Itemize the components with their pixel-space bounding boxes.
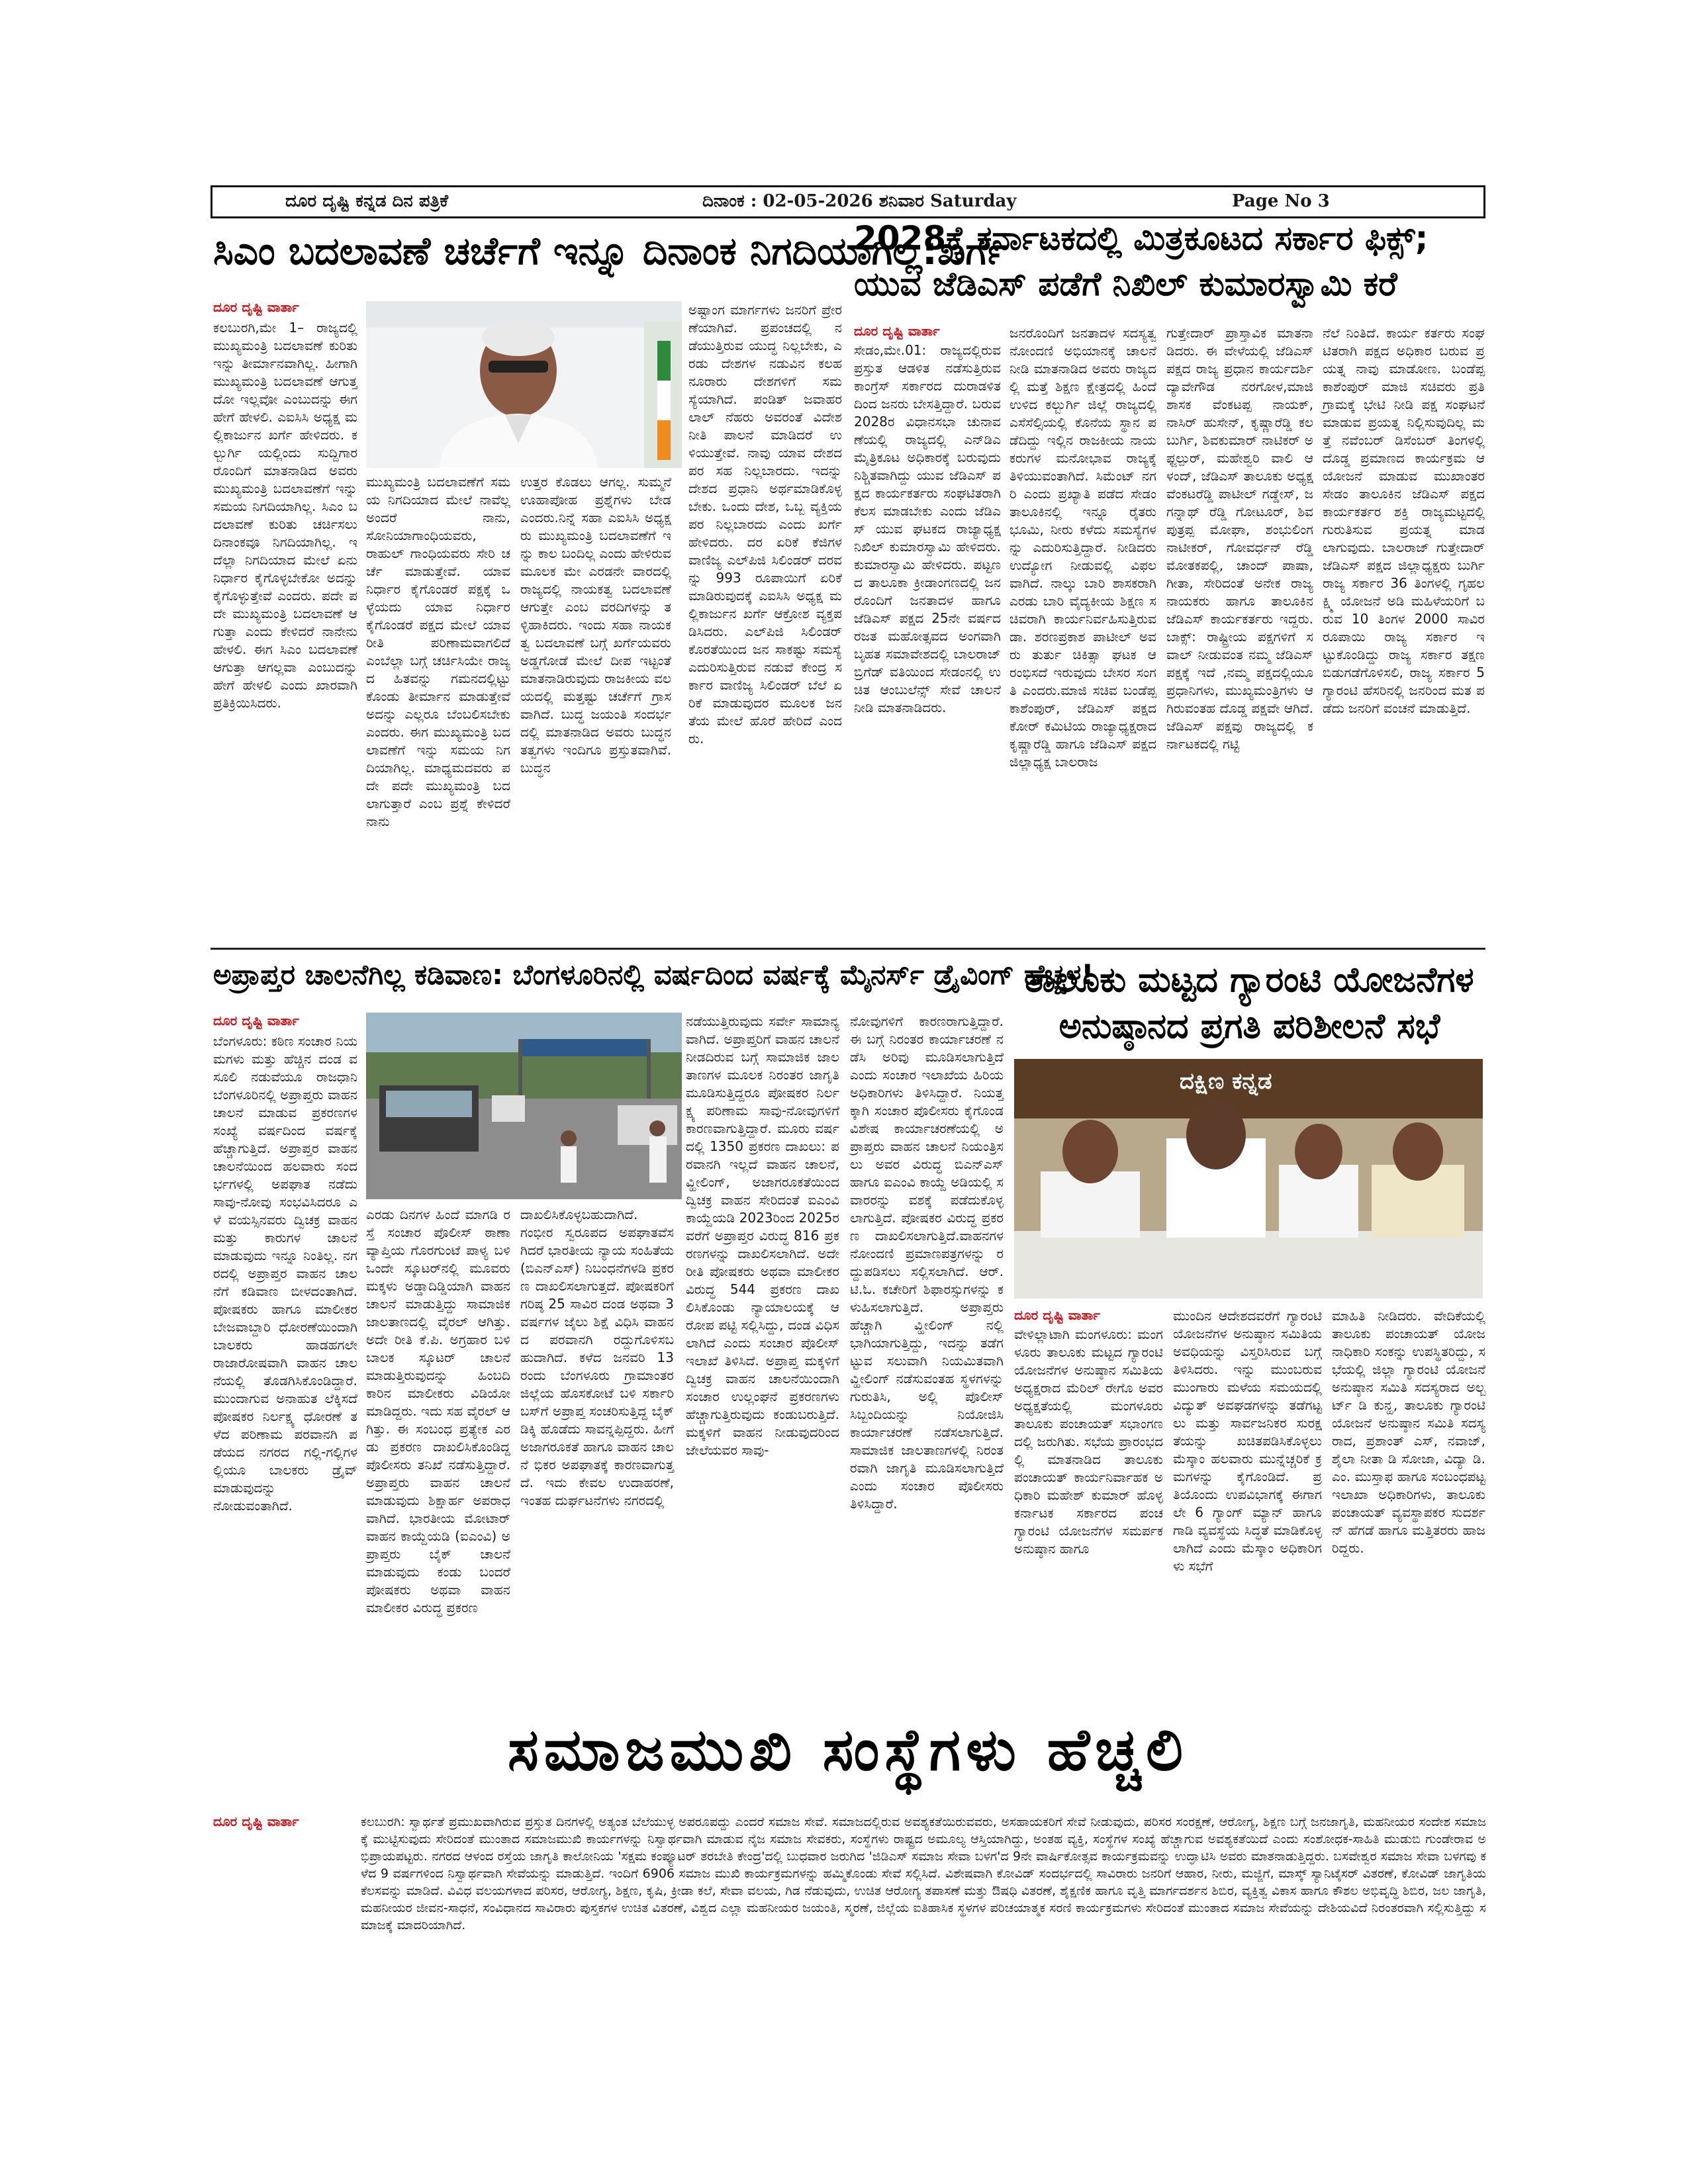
story2-headline-line1: 2028ಕ್ಕೆ ಕರ್ನಾಟಕದಲ್ಲಿ ಮಿತ್ರಕೂಟದ ಸರ್ಕಾರ ಫಿಕ್ಸ್; (854, 219, 1429, 257)
traffic-photo (366, 1013, 682, 1199)
story1-col4: ಅಷ್ಟಾಂಗ ಮಾರ್ಗಗಳು ಜನರಿಗೆ ಪ್ರೇರಣೆಯಾಗಿವೆ. ಪ್ರಪಂಚದಲ್ಲಿ ನಡೆಯುತ್ತಿರುವ ಯುದ್ಧ ನಿಲ್ಲಬೇಕು, ಎರಡು ದೇಶಗಳ ನಡುವಿನ ಕಲಹ ನೂರಾರು ದೇಶಗಳಿಗೆ ಸಮಸ್ಯೆಯಾಗಿದೆ. ಪಂಡಿತ್ ಜವಾಹರಲಾಲ್ ನೆಹರು ಅವರಂತೆ ವಿದೇಶ ನೀತಿ ಪಾಲನೆ ಮಾಡಿದರೆ ಉಳಿಯುತ್ತೇವೆ. ನಾವು ಯಾವ ದೇಶದ ಪರ ಸಹ ನಿಲ್ಲಬಾರದು. ಇದನ್ನು ದೇಶದ ಪ್ರಧಾನಿ ಅರ್ಥಮಾಡಿಕೊಳ್ಳಬೇಕು. ಒಂದು ದೇಶ, ಒಬ್ಬ ವ್ಯಕ್ತಿಯ ಪರ ನಿಲ್ಲಬಾರದು ಎಂದು ಖರ್ಗೆ ಹೇಳಿದರು. ದರ ಏರಿಕೆ ಕೆಜಿಗಳ ವಾಣಿಜ್ಯ ಎಲ್‌ಪಿಜಿ ಸಿಲಿಂಡರ್ ದರವನ್ನು 993 ರೂಪಾಯಿಗೆ ಏರಿಕೆ ಮಾಡಿರುವುದಕ್ಕೆ ಎಐಸಿಸಿ ಅಧ್ಯಕ್ಷ ಮಲ್ಲಿಕಾರ್ಜುನ ಖರ್ಗೆ ಆಕ್ರೋಶ ವ್ಯಕ್ತಪಡಿಸಿದರು. ಎಲ್‌ಪಿಜಿ ಸಿಲಿಂಡರ್ ಕೊರತೆಯಿಂದ ಜನ ಸಾಕಷ್ಟು ಸಮಸ್ಯೆ ಎದುರಿಸುತ್ತಿರುವ ನಡುವೆ ಕೇಂದ್ರ ಸರ್ಕಾರ ವಾಣಿಜ್ಯ ಸಿಲಿಂಡರ್ ಬೆಲೆ ಏರಿಕೆ ಮಾಡುವುದರ ಮೂಲಕ ಜನತೆಯ ಮೇಲೆ ಹೊರೆ ಹೇರಿದೆ ಎಂದರು. (688, 302, 842, 747)
story3-byline: ದೂರ ದೃಷ್ಟಿ ವಾರ್ತಾ (213, 1013, 299, 1028)
kharge-photo (366, 301, 682, 468)
story5-headline: ಸಮಾಜಮುಖಿ ಸಂಸ್ಥೆಗಳು ಹೆಚ್ಚಲಿ (507, 1715, 1189, 1784)
section-divider (211, 948, 1485, 950)
story2-col2: ಜನರೊಂದಿಗೆ ಜನತಾದಳ ಸದಸ್ಯತ್ವ ನೋಂದಣಿ ಅಭಿಯಾನಕ್ಕೆ ಚಾಲನೆ ನೀಡಿ ಮಾತನಾಡಿದ ಅವರು ರಾಜ್ಯದಲ್ಲಿ ಮತ್ತೆ ಶಿಕ್ಷಣ ಕ್ಷೇತ್ರದಲ್ಲಿ ಹಿಂದೆ ಉಳಿದ ಕಲ್ಬುರ್ಗಿ ಜಿಲ್ಲೆ ರಾಜ್ಯದಲ್ಲಿ ಎಸೆಸೆಲ್ಸಿಯಲ್ಲಿ ಕೊನೆಯ ಸ್ಥಾನ ಪಡೆದಿದ್ದು ಇಲ್ಲಿನ ರಾಜಕೀಯ ನಾಯಕರುಗಳ ಮನೋಭಾವ ರಾಜ್ಯಕ್ಕೆ ತಿಳಿಯುವಂತಾಗಿದೆ. ಸಿಮೆಂಟ್ ನಗರಿ ಎಂದು ಪ್ರಖ್ಯಾತಿ ಪಡೆದ ಸೇಡಂ ತಾಲೂಕಿನಲ್ಲಿ ಇನ್ನೂ ರೈತರು ಭೂಮಿ, ನೀರು ಕಳೆದು ಸಮಸ್ಯೆಗಳನ್ನು ಎದುರಿಸುತ್ತಿದ್ದಾರೆ. ನೀಡಿದರು ಉದ್ಯೋಗ ನೀಡುವಲ್ಲಿ ವಿಫಲವಾಗಿದೆ. ನಾಲ್ಕು ಬಾರಿ ಶಾಸಕರಾಗಿ ಎರಡು ಬಾರಿ ವೈದ್ಯಕೀಯ ಶಿಕ್ಷಣ ಸಚಿವರಾಗಿ ಕಾರ್ಯನಿರ್ವಹಿಸುತ್ತಿರುವ ಡಾ. ಶರಣಪ್ರಕಾಶ ಪಾಟೀಲ್ ಅವರು ತುರ್ತು ಚಿಕಿತ್ಸಾ ಘಟಕ ಆರಂಭಿಸದೆ ಇರುವುದು ಬೇಸರ ಸಂಗತಿ ಎಂದರು.ಮಾಜಿ ಸಚಿವ ಬಂಡೆಪ್ಪ ಕಾಶೆಂಪುರ್, ಜೆಡಿಎಸ್ ಪಕ್ಷದ ಕೋರ್ ಕಮಿಟಿಯ ರಾಜ್ಯಾಧ್ಯಕ್ಷರಾದ ಕೃಷ್ಣಾರೆಡ್ಡಿ ಹಾಗೂ ಜೆಡಿಎಸ್ ಪಕ್ಷದ ಜಿಲ್ಲಾಧ್ಯಕ್ಷ ಬಾಲರಾಜ (1009, 325, 1156, 770)
story1-col3: ಉತ್ತರ ಕೊಡಲು ಆಗಲ್ಲ. ಸುಮ್ಮನೆ ಊಹಾಪೋಹ ಪ್ರಶ್ನೆಗಳು ಬೇಡ ಎಂದರು.ನಿನ್ನೆ ಸಹಾ ಎಐಸಿಸಿ ಅಧ್ಯಕ್ಷರು ಮುಖ್ಯಮಂತ್ರಿ ಬದಲಾವಣೆಗೆ ಇನ್ನು ಕಾಲ ಬಂದಿಲ್ಲ ಎಂದು ಹೇಳಿರುವ ಮೂಲಕ ಮೇ ಎರಡನೇ ವಾರದಲ್ಲಿ ರಾಜ್ಯದಲ್ಲಿ ನಾಯಕತ್ವ ಬದಲಾವಣೆ ಆಗುತ್ತೇ ಎಂಬ ವರದಿಗಳನ್ನು ತಳ್ಳಿಹಾಕಿದರು. ಇಂದು ಸಹಾ ನಾಯಕತ್ವ ಬದಲಾವಣೆ ಬಗ್ಗೆ ಖರ್ಗೆಯವರು ಅಡ್ಡಗೋಡೆ ಮೇಲೆ ದೀಪ ಇಟ್ಟಂತೆ ಮಾತನಾಡಿರುವುದು ರಾಜಕೀಯ ವಲಯದಲ್ಲಿ ಮತ್ತಷ್ಟು ಚರ್ಚೆಗೆ ಗ್ರಾಸವಾಗಿದೆ. ಬುದ್ಧ ಜಯಂತಿ ಸಂದರ್ಭದಲ್ಲಿ ಮಾತನಾಡಿದ ಅವರು ಬುದ್ಧನ ತತ್ವಗಳು ಇಂದಿಗೂ ಪ್ರಸ್ತುತವಾಗಿವೆ. ಬುದ್ಧನ (520, 474, 671, 776)
story3-headline: ಅಪ್ರಾಪ್ತರ ಚಾಲನೆಗಿಲ್ಲ ಕಡಿವಾಣ: ಬೆಂಗಳೂರಿನಲ್ಲಿ ವರ್ಷದಿಂದ ವರ್ಷಕ್ಕೆ ಮೈನರ್ಸ್ ಡ್ರೈವಿಂಗ್ ಹೆಚ್ಚಳ! (213, 958, 1094, 991)
story5-text: ಕಲಬುರಗಿ: ಸ್ವಾರ್ಥತೆ ಪ್ರಮುಖವಾಗಿರುವ ಪ್ರಸ್ತುತ ದಿನಗಳಲ್ಲಿ ಅತ್ಯಂತ ಬೆಲೆಯುಳ್ಳ ಅಪರೂಪದ್ದು ಎಂದರೆ ಸಮಾಜ ಸೇವೆ. ಸಮಾಜದಲ್ಲಿರುವ ಅವಶ್ಯಕತೆಯಿರುವವರು, ಅಸಹಾಯಕರಿಗೆ ಸೇವೆ ನೀಡುವುದು, ಪರಿಸರ ಸಂರಕ್ಷಣೆ, ಆರೋಗ್ಯ, ಶಿಕ್ಷಣ ಬಗ್ಗೆ ಜನಜಾಗೃತಿ, ಮಹನೀಯರ ಸಂದೇಶ ಸಮಾಜಕ್ಕೆ ಮುಟ್ಟಿಸುವುದು ಸೇರಿದಂತೆ ಮುಂತಾದ ಸಮಾಜಮುಖಿ ಕಾರ್ಯಗಳನ್ನು ನಿಸ್ವಾರ್ಥವಾಗಿ ಮಾಡುವ ನೈಜ ಸಮಾಜ ಸೇವಕರು, ಸಂಸ್ಥೆಗಳು ರಾಷ್ಟ್ರದ ಅಮೂಲ್ಯ ಆಸ್ತಿಯಾಗಿದ್ದು, ಅಂತಹ ವ್ಯಕ್ತಿ, ಸಂಸ್ಥೆಗಳ ಸಂಖ್ಯೆ ಹೆಚ್ಚಾಗುವ ಅವಶ್ಯಕತೆಯಿದೆ ಎಂದು ಸಂಶೋಧಕ-ಸಾಹಿತಿ ಮುಡುಬಿ ಗುಂಡೇರಾವ ಅಭಿಪ್ರಾಯಪಟ್ಟರು. ನಗರದ ಆಳಂದ ರಸ್ತೆಯ ಜಾಗೃತಿ ಕಾಲೋನಿಯ 'ಸಕ್ಷಮ ಕಂಪ್ಯೂಟರ್ ತರಬೇತಿ ಕೇಂದ್ರ'ದಲ್ಲಿ ಬುಧವಾರ ಜರುಗಿದ 'ಜಿಡಿಎಸ್ ಸಮಾಜ ಸೇವಾ ಬಳಗ'ದ 9ನೇ ವಾರ್ಷಿಕೋತ್ಸವ ಕಾರ್ಯಕ್ರಮವನ್ನು ಉದ್ಘಾಟಿಸಿ ಅವರು ಮಾತನಾಡುತ್ತಿದ್ದರು. ಬಸವೇಶ್ವರ ಸಮಾಜ ಸೇವಾ ಬಳಗವು ಕಳೆದ 9 ವರ್ಷಗಳಿಂದ ನಿಸ್ವಾರ್ಥವಾಗಿ ಸೇವೆಯನ್ನು ಮಾಡುತ್ತಿದೆ. ಇಂದಿಗೆ 6906 ಸಮಾಜ ಮುಖಿ ಕಾರ್ಯಕ್ರಮಗಳನ್ನು ಹಮ್ಮಿಕೊಂಡು ಸೇವೆ ಸಲ್ಲಿಸಿದೆ. ವಿಶೇಷವಾಗಿ ಕೋವಿಡ್ ಸಂದರ್ಭದಲ್ಲಿ ಸಾವಿರಾರು ಜನರಿಗೆ ಆಹಾರ, ನೀರು, ಮಜ್ಜಿಗೆ, ಮಾಸ್ಕ್ ಸ್ಯಾನಿಟೈಸರ್ ವಿತರಣೆ, ಕೋವಿಡ್ ಜಾಗೃತಿಯ ಕೆಲಸವನ್ನು ಮಾಡಿದೆ. ವಿವಿಧ ವಲಯಗಳಾದ ಪರಿಸರ, ಆರೋಗ್ಯ, ಶಿಕ್ಷಣ, ಕೃಷಿ, ಕ್ರೀಡಾ ಕಲೆ, ಸೇವಾ ವಲಯ, ಗಿಡ ನೆಡುವುದು, ಉಚಿತ ಆರೋಗ್ಯ ತಪಾಸಣೆ ಮತ್ತು ಔಷಧಿ ವಿತರಣೆ, ಶೈಕ್ಷಣಿಕ ಹಾಗೂ ವೃತ್ತಿ ಮಾರ್ಗದರ್ಶನ ಶಿಬಿರ, ವ್ಯಕ್ತಿತ್ವ ವಿಕಾಸ ಹಾಗೂ ಕೌಶಲ ಅಭಿವೃದ್ಧಿ ಶಿಬಿರ, ಜಲ ಜಾಗೃತಿ, ಮಹನೀಯರ ಜೀವನ-ಸಾಧನೆ, ಸಂವಿಧಾನದ ಸಾವಿರಾರು ಪುಸ್ತಕಗಳ ಉಚಿತ ವಿತರಣೆ, ವಿಶ್ವದ ಎಲ್ಲಾ ಮಹನೀಯರ ಜಯಂತಿ, ಸ್ಮರಣೆ, ಜಿಲ್ಲೆಯ ಐತಿಹಾಸಿಕ ಸ್ಥಳಗಳ ಪರಿಚಯಾತ್ಮಕ ಸರಣಿ ಕಾರ್ಯಕ್ರಮಗಳು ಸೇರಿದಂತೆ ಮುಂತಾದ ಸಮಾಜ ಸೇವೆಯನ್ನು ದೇಶಿಯವಿದೆ ನಿರಂತರವಾಗಿ ಸಲ್ಲಿಸುತ್ತಿದ್ದು ಸಮಾಜಕ್ಕೆ ಮಾದರಿಯಾಗಿದೆ. (361, 1815, 1486, 1933)
issue-date: ದಿನಾಂಕ : 02-05-2026 ಶನಿವಾರ Saturday (702, 191, 1017, 211)
story1-headline: ಸಿಎಂ ಬದಲಾವಣೆ ಚರ್ಚೆಗೆ ಇನ್ನೂ ದಿನಾಂಕ ನಿಗದಿಯಾಗಿಲ್ಲ:ಖರ್ಗೆ (213, 228, 1008, 273)
story3-col2: ಎರಡು ದಿನಗಳ ಹಿಂದೆ ಮಾಗಡಿ ರಸ್ತೆ ಸಂಚಾರ ಪೊಲೀಸ್ ಠಾಣಾ ವ್ಯಾಪ್ತಿಯ ಗೊರಗುಂಟೆ ಪಾಳ್ಯ ಬಳಿ ಒಂದೇ ಸ್ಕೂಟರ್‌ನಲ್ಲಿ ಮೂವರು ಮಕ್ಕಳು ಅಡ್ಡಾದಿಡ್ಡಿಯಾಗಿ ವಾಹನ ಚಾಲನೆ ಮಾಡುತ್ತಿದ್ದು ಸಾಮಾಜಿಕ ಜಾಲತಾಣದಲ್ಲಿ ವೈರಲ್ ಆಗಿತ್ತು. ಅದೇ ರೀತಿ ಕೆ.ಪಿ. ಅಗ್ರಹಾರ ಬಳಿ ಬಾಲಕ ಸ್ಕೂಟರ್ ಚಾಲನೆ ಮಾಡುತ್ತಿರುವುದನ್ನು ಹಿಂಬದಿ ಕಾರಿನ ಮಾಲೀಕರು ವಿಡಿಯೋ ಮಾಡಿದ್ದರು. ಇದು ಸಹ ವೈರಲ್ ಆಗಿತ್ತು. ಈ ಸಂಬಂಧ ಪ್ರತ್ಯೇಕ ಎರಡು ಪ್ರಕರಣ ದಾಖಲಿಸಿಕೊಂಡಿದ್ದ ಪೊಲೀಸರು ತನಿಖೆ ನಡೆಸುತ್ತಿದ್ದಾರೆ. ಅಪ್ರಾಪ್ತರು ವಾಹನ ಚಾಲನೆ ಮಾಡುವುದು ಶಿಕ್ಷಾರ್ಹ ಅಪರಾಧವಾಗಿದೆ. ಭಾರತೀಯ ಮೋಟಾರ್ ವಾಹನ ಕಾಯ್ದೆಯಡಿ (ಐಎಂವಿ) ಅಪ್ರಾಪ್ತರು ಬೈಕ್ ಚಾಲನೆ ಮಾಡುವುದು ಕಂಡು ಬಂದರೆ ಪೋಷಕರು ಅಥವಾ ವಾಹನ ಮಾಲೀಕರ ವಿರುದ್ಧ ಪ್ರಕರಣ (366, 1206, 510, 1615)
story1-byline: ದೂರ ದೃಷ್ಟಿ ವಾರ್ತಾ (213, 299, 299, 315)
story4-headline-line1: ತಾಲೂಕು ಮಟ್ಟದ ಗ್ಯಾರಂಟಿ ಯೋಜನೆಗಳ (1025, 960, 1474, 1000)
story4-byline: ದೂರ ದೃಷ್ಟಿ ವಾರ್ತಾ (1014, 1307, 1100, 1323)
story4-col2: ಮುಂದಿನ ಆದೇಶದವರೆಗೆ ಗ್ಯಾರಂಟಿ ಯೋಜನೆಗಳ ಅನುಷ್ಠಾನ ಸಮಿತಿಯ ಅವಧಿಯನ್ನು ವಿಸ್ತರಿಸಿರುವ ಬಗ್ಗೆ ತಿಳಿಸಿದರು. ಇನ್ನು ಮುಂಬರುವ ಮುಂಗಾರು ಮಳೆಯ ಸಮಯದಲ್ಲಿ ವಿದ್ಯುತ್ ಅವಘಡಗಳನ್ನು ತಡೆಗಟ್ಟಲು ಮತ್ತು ಸಾರ್ವಜನಿಕರ ಸುರಕ್ಷತೆಯನ್ನು ಖಚಿತಪಡಿಸಿಕೊಳ್ಳಲು ಮೆಸ್ಕಾಂ ಹಲವಾರು ಮುನ್ನೆಚ್ಚರಿಕೆ ಕ್ರಮಗಳನ್ನು ಕೈಗೊಂಡಿದೆ. ಪ್ರತಿಯೊಂದು ಉಪವಿಭಾಗಕ್ಕೆ ಈಗಾಗಲೇ 6 ಗ್ಯಾಂಗ್ ಮ್ಯಾನ್ ಹಾಗೂ ಗಾಡಿ ವ್ಯವಸ್ಥೆಯ ಸಿದ್ಧತೆ ಮಾಡಿಕೊಳ್ಳಲಾಗಿದೆ ಎಂದು ಮೆಸ್ಕಾಂ ಅಧಿಕಾರಿಗಳು ಸಭೆಗೆ (1173, 1308, 1322, 1574)
story4-col3: ಮಾಹಿತಿ ನೀಡಿದರು. ವೇದಿಕೆಯಲ್ಲಿ ತಾಲೂಕು ಪಂಚಾಯತ್ ಯೋಜನಾಧಿಕಾರಿ ಸಂಕನ್ನು ಉಪಸ್ಥಿತರಿದ್ದು, ಸಭೆಯಲ್ಲಿ ಜಿಲ್ಲಾ ಗ್ಯಾರಂಟಿ ಯೋಜನೆ ಅನುಷ್ಠಾನ ಸಮಿತಿ ಸದಸ್ಯರಾದ ಅಲ್ಬರ್ಟ್ ಡಿ ಕುನ್ಹ, ತಾಲೂಕು ಗ್ಯಾರಂಟಿ ಯೋಜನೆ ಅನುಷ್ಠಾನ ಸಮಿತಿ ಸದಸ್ಯರಾದ, ಪ್ರಶಾಂತ್ ಎಸ್, ನವಾಜ್, ಶೈಲಾ ನೀತಾ ಡಿ ಸೋಜಾ, ವಿದ್ಯಾ ಡಿ. ಎಂ. ಮುಸ್ತಾಫ ಹಾಗೂ ಸಂಬಂಧಪಟ್ಟ ಇಲಾಖಾ ಅಧಿಕಾರಿಗಳು, ತಾಲೂಕು ಪಂಚಾಯತ್ ವ್ಯವಸ್ಥಾಪಕರ ಸುದರ್ಶನ್ ಹೆಗಡೆ ಹಾಗೂ ಮತ್ತಿತರರು ಹಾಜರಿದ್ದರು. (1332, 1308, 1485, 1556)
page-number: Page No 3 (1232, 191, 1330, 211)
story1-col1: ಕಲಬುರಗಿ,ಮೇ 1– ರಾಜ್ಯದಲ್ಲಿ ಮುಖ್ಯಮಂತ್ರಿ ಬದಲಾವಣೆ ಕುರಿತು ಇನ್ನು ತೀರ್ಮಾನವಾಗಿಲ್ಲ. ಹೀಗಾಗಿ ಮುಖ್ಯಮಂತ್ರಿ ಬದಲಾವಣೆ ಆಗುತ್ತದೋ ಇಲ್ಲವೋ ಎಂಬುದನ್ನು ಈಗ ಹೇಗೆ ಹೇಳಲಿ. ಎಐಸಿಸಿ ಅಧ್ಯಕ್ಷ ಮಲ್ಲಿಕಾರ್ಜುನ ಖರ್ಗೆ ಹೇಳಿದರು. ಕಲ್ಬುರ್ಗಿ ಯಲ್ಲಿಂದು ಸುದ್ದಿಗಾರ ರೊಂದಿಗೆ ಮಾತನಾಡಿದ ಅವರು ಮುಖ್ಯಮಂತ್ರಿ ಬದಲಾವಣೆಗೆ ಇನ್ನು ಸಮಯ ನಿಗದಿಯಾಗಿಲ್ಲ. ಸಿಎಂ ಬದಲಾವಣೆ ಕುರಿತು ಚರ್ಚಿಸಲು ದಿನಾಂಕವೂ ನಿಗದಿಯಾಗಿಲ್ಲ. ಇದೆಲ್ಲಾ ನಿಗದಿಯಾದ ಮೇಲೆ ಏನು ನಿರ್ಧಾರ ಕೈಗೊಳ್ಳಬೇಕೋ ಅದನ್ನು ಕೈಗೊಳ್ಳುತ್ತೇವೆ ಎಂದರು. ಪದೇ ಪದೇ ಮುಖ್ಯಮಂತ್ರಿ ಬದಲಾವಣೆ ಆಗುತ್ತಾ ಎಂದು ಕೇಳಿದರೆ ನಾನೇನು ಹೇಳಲಿ. ಈಗ ಸಿಎಂ ಬದಲಾವಣೆ ಆಗುತ್ತಾ ಆಗಲ್ಲವಾ ಎಂಬುದನ್ನು ಹೇಗೆ ಹೇಳಲಿ ಎಂದು ಖಾರವಾಗಿ ಪ್ರತಿಕ್ರಿಯಿಸಿದರು. (213, 320, 357, 711)
story2-headline-line2: ಯುವ ಜೆಡಿಎಸ್ ಪಡೆಗೆ ನಿಖಿಲ್ ಕುಮಾರಸ್ವಾಮಿ ಕರೆ (854, 265, 1397, 303)
story4-col1: ವೇಳಿಲ್ಲಾಟಾಗಿ ಮಂಗಳೂರು: ಮಂಗಳೂರು ತಾಲೂಕು ಮಟ್ಟದ ಗ್ಯಾರಂಟಿ ಯೋಜನೆಗಳ ಅನುಷ್ಠಾನ ಸಮಿತಿಯ ಅಧ್ಯಕ್ಷರಾದ ಮೆರಿಲ್ ರೇಗೊ ಅವರ ಅಧ್ಯಕ್ಷತೆಯಲ್ಲಿ ಮಂಗಳೂರು ತಾಲೂಕು ಪಂಚಾಯತ್ ಸಭಾಂಗಣದಲ್ಲಿ ಜರುಗಿತು. ಸಭೆಯ ಪ್ರಾರಂಭದಲ್ಲಿ ಮಾತನಾಡಿದ ತಾಲೂಕು ಪಂಚಾಯತ್ ಕಾರ್ಯನಿರ್ವಾಹಕ ಅಧಿಕಾರಿ ಮಹೇಶ್ ಕುಮಾರ್ ಹೊಳ್ಳ ಕರ್ನಾಟಕ ಸರ್ಕಾರದ ಪಂಚ ಗ್ಯಾರಂಟಿ ಯೋಜನೆಗಳ ಸಮರ್ಪಕ ಅನುಷ್ಠಾನ ಹಾಗೂ (1014, 1326, 1163, 1557)
story1-col2: ಮುಖ್ಯಮಂತ್ರಿ ಬದಲಾವಣೆಗೆ ಸಮಯ ನಿಗದಿಯಾದ ಮೇಲೆ ನಾವೆಲ್ಲ ಅಂದರೆ ನಾನು, ಸೋನಿಯಾಗಾಂಧಿಯವರು, ರಾಹುಲ್ ಗಾಂಧಿಯವರು ಸೇರಿ ಚರ್ಚೆ ಮಾಡುತ್ತೇವೆ. ಯಾವ ನಿರ್ಧಾರ ಕೈಗೊಂಡರೆ ಪಕ್ಷಕ್ಕೆ ಒಳ್ಳೆಯದು ಯಾವ ನಿರ್ಧಾರ ಕೈಗೊಂಡರೆ ಪಕ್ಷದ ಮೇಲೆ ಯಾವ ರೀತಿ ಪರಿಣಾಮವಾಗಲಿದೆ ಎಂಬೆಲ್ಲಾ ಬಗ್ಗೆ ಚರ್ಚಿಸಿಯೇ ರಾಜ್ಯದ ಹಿತವನ್ನು ಗಮನದಲ್ಲಿಟ್ಟು ಕೊಂಡು ತೀರ್ಮಾನ ಮಾಡುತ್ತೇವೆ ಅದನ್ನು ಎಲ್ಲರೂ ಬೆಂಬಲಿಸಬೇಕು ಎಂದರು. ಈಗ ಮುಖ್ಯಮಂತ್ರಿ ಬದಲಾವಣೆಗೆ ಇನ್ನು ಸಮಯ ನಿಗದಿಯಾಗಿಲ್ಲ. ಮಾಧ್ಯಮದವರು ಪದೇ ಪದೇ ಮುಖ್ಯಮಂತ್ರಿ ಬದಲಾಗುತ್ತಾರೆ ಎಂಬ ಪ್ರಶ್ನೆ ಕೇಳಿದರೆ ನಾನು (366, 474, 510, 829)
story2-col1: ಸೇಡಂ,ಮೇ.01: ರಾಜ್ಯದಲ್ಲಿರುವ ಪ್ರಸ್ತುತ ಆಡಳಿತ ನಡೆಸುತ್ತಿರುವ ಕಾಂಗ್ರೆಸ್ ಸರ್ಕಾರದ ದುರಾಡಳಿತದಿಂದ ಜನರು ಬೇಸತ್ತಿದ್ದಾರೆ. ಬರುವ 2028ರ ವಿಧಾನಸಭಾ ಚುನಾವಣೆಯಲ್ಲಿ ರಾಜ್ಯದಲ್ಲಿ ಎನ್‌ಡಿಎ ಮೈತ್ರಿಕೂಟ ಅಧಿಕಾರಕ್ಕೆ ಬರುವುದು ನಿಶ್ಚಿತವಾಗಿದ್ದು ಯುವ ಜೆಡಿಎಸ್ ಪಕ್ಷದ ಕಾರ್ಯಕರ್ತರು ಸಂಘಟಿತರಾಗಿ ಕೆಲಸ ಮಾಡಬೇಕು ಎಂದು ಜೆಡಿಎಸ್ ಯುವ ಘಟಕದ ರಾಜ್ಯಾಧ್ಯಕ್ಷ ನಿಖಿಲ್ ಕುಮಾರಸ್ವಾಮಿ ಹೇಳಿದರು. ಕುಮಾರಸ್ವಾಮಿ ಹೇಳಿದರು. ಪಟ್ಟಣದ ತಾಲೂಕಾ ಕ್ರೀಡಾಂಗಣದಲ್ಲಿ ಜನರೊಂದಿಗೆ ಜನತಾದಳ ಹಾಗೂ ಜೆಡಿಎಸ್ ಪಕ್ಷದ 25ನೇ ವರ್ಷದ ರಜತ ಮಹೋತ್ಸವದ ಅಂಗವಾಗಿ ಬೃಹತ ಸಮಾವೇಶದಲ್ಲಿ ಬಾಲರಾಜ್ ಬ್ರಿಗೆಡ್ ವತಿಯಿಂದ ಸೇಡಂನಲ್ಲಿ ಉಚಿತ ಆಂಬುಲೆನ್ಸ್ ಸೇವೆ ಚಾಲನೆ ನೀಡಿ ಮಾತನಾಡಿದರು. (854, 342, 1001, 715)
story2-col4: ನೆಲೆ ನಿಂತಿದೆ. ಕಾರ್ಯ ಕರ್ತರು ಸಂಘಟಿತರಾಗಿ ಪಕ್ಷದ ಅಧಿಕಾರ ಬರುವ ಪ್ರಯತ್ನ ನಾವು ಮಾಡೋಣ. ಬಂಡೆಪ್ಪ ಕಾಶೆಂಪುರ್ ಮಾಜಿ ಸಚಿವರು ಪ್ರತಿ ಗ್ರಾಮಕ್ಕೆ ಭೇಟಿ ನೀಡಿ ಪಕ್ಷ ಸಂಘಟನೆ ಮಾಡುವ ಪ್ರಯತ್ನ ನಿಲ್ಲಿಸುವುದಿಲ್ಲ ಮತ್ತೆ ನವೆಂಬರ್ ಡಿಸೆಂಬರ್ ತಿಂಗಳಲ್ಲಿ ದೊಡ್ಡ ಪ್ರಮಾಣದ ಕಾರ್ಯಕ್ರಮ ಆಯೋಜನೆ ಮಾಡುವ ಮುಖಾಂತರ ಸೇಡಂ ತಾಲೂಕಿನ ಜೆಡಿಎಸ್ ಪಕ್ಷದ ಕಾರ್ಯಕರ್ತರ ಶಕ್ತಿ ರಾಜ್ಯಮಟ್ಟದಲ್ಲಿ ಗುರುತಿಸುವ ಪ್ರಯತ್ನ ಮಾಡಲಾಗುವುದು. ಬಾಲರಾಜ್ ಗುತ್ತೇದಾರ್ ಜೆಡಿಎಸ್ ಪಕ್ಷದ ಜಿಲ್ಲಾಧ್ಯಕ್ಷರು ಬುರ್ಗಿ ರಾಜ್ಯ ಸರ್ಕಾರ 36 ತಿಂಗಳಲ್ಲಿ ಗೃಹಲಕ್ಷ್ಮಿ ಯೋಜನೆ ಅಡಿ ಮಹಿಳೆಯರಿಗೆ ಬರುವ 10 ತಿಂಗಳ 2000 ಸಾವಿರ ರೂಪಾಯಿ ರಾಜ್ಯ ಸರ್ಕಾರ ಇಟ್ಟುಕೊಂಡಿದ್ದು ರಾಜ್ಯ ಸರ್ಕಾರ ತಕ್ಷಣ ಬಿಡುಗಡೆಗೊಳಿಸಲಿ, ರಾಜ್ಯ ಸರ್ಕಾರ 5 ಗ್ಯಾರಂಟಿ ಹೆಸರಿನಲ್ಲಿ ಜನರಿಂದ ಮತ ಪಡೆದು ಜನರಿಗೆ ವಂಚನೆ ಮಾಡುತ್ತಿದೆ. (1323, 325, 1485, 716)
story4-headline-line2: ಅನುಷ್ಠಾನದ ಪ್ರಗತಿ ಪರಿಶೀಲನೆ ಸಭೆ (1058, 1007, 1440, 1046)
meeting-photo (1014, 1059, 1483, 1298)
story3-col5: ನೋವುಗಳಿಗೆ ಕಾರಣರಾಗುತ್ತಿದ್ದಾರೆ. ಈ ಬಗ್ಗೆ ನಿರಂತರ ಕಾರ್ಯಾಚರಣೆ ನಡೆಸಿ ಅರಿವು ಮೂಡಿಸಲಾಗುತ್ತಿದೆ ಎಂದು ಸಂಚಾರ ಇಲಾಖೆಯ ಹಿರಿಯ ಅಧಿಕಾರಿಗಳು ತಿಳಿಸಿದ್ದಾರೆ. ನಿಯತ್ತಕ್ಕಾಗಿ ಸಂಚಾರ ಪೊಲೀಸರು ಕೈಗೊಂಡ ವಿಶೇಷ ಕಾರ್ಯಾಚರಣೆಯಲ್ಲಿ ಅಪ್ರಾಪ್ತರು ವಾಹನ ಚಾಲನೆ ನಿಯಂತ್ರಿಸಲು ಅವರ ವಿರುದ್ಧ ಬಿಎನ್‌ಎಸ್ ಹಾಗೂ ಐಎಂವಿ ಕಾಯ್ದೆ ಅಡಿಯಲ್ಲಿ ಸವಾರರನ್ನು ವಶಕ್ಕೆ ಪಡೆದುಕೊಳ್ಳಲಾಗುತ್ತಿದೆ. ಪೋಷಕರ ವಿರುದ್ಧ ಪ್ರಕರಣ ದಾಖಲಿಸಲಾಗುತ್ತಿದೆ.ವಾಹನಗಳ ನೋಂದಣಿ ಪ್ರಮಾಣಪತ್ರಗಳನ್ನು ರದ್ದುಪಡಿಸಲು ಸಲ್ಲಿಸಲಾಗಿದೆ. ಆರ್.ಟಿ.ಓ. ಕಚೇರಿಗೆ ಶಿಫಾರಸ್ಸುಗಳನ್ನು ಕಳುಹಿಸಲಾಗುತ್ತಿದೆ. ಅಪ್ರಾಪ್ತರು ಹೆಚ್ಚಾಗಿ ವ್ಹೀಲಿಂಗ್ ನಲ್ಲಿ ಭಾಗಿಯಾಗುತ್ತಿದ್ದು, ಇದನ್ನು ತಡೆಗಟ್ಟುವ ಸಲುವಾಗಿ ನಿಯಮಿತವಾಗಿ ವ್ಹೀಲಿಂಗ್ ನಡೆಸುವಂತಹ ಸ್ಥಳಗಳನ್ನು ಗುರುತಿಸಿ, ಅಲ್ಲಿ ಪೊಲೀಸ್ ಸಿಬ್ಬಂದಿಯನ್ನು ನಿಯೋಜಿಸಿ ಕಾರ್ಯಾಚರಣೆ ನಡೆಸಲಾಗುತ್ತಿದೆ. ಸಾಮಾಜಿಕ ಜಾಲತಾಣಗಳಲ್ಲಿ ನಿರಂತರವಾಗಿ ಜಾಗೃತಿ ಮೂಡಿಸಲಾಗುತ್ತಿದೆ ಎಂದು ಸಂಚಾರ ಪೊಲೀಸರು ತಿಳಿಸಿದ್ದಾರೆ. (850, 1013, 1004, 1512)
masthead (211, 185, 1485, 218)
story2-col3: ಗುತ್ತೇದಾರ್ ಪ್ರಾಸ್ತಾವಿಕ ಮಾತನಾ ಡಿದರು. ಈ ವೇಳೆಯಲ್ಲಿ ಜೆಡಿಎಸ್ ಪಕ್ಷದ ರಾಜ್ಯ ಪ್ರಧಾನ ಕಾರ್ಯದರ್ಶಿ ದ್ಯಾವೇಗೌಡ ನರಗೋಳ,ಮಾಜಿ ಶಾಸಕ ವೆಂಕಟಪ್ಪ ನಾಯಕ್, ನಾಸಿರ್ ಹುಸೇನ್, ಕೃಷ್ಣಾರೆಡ್ಡಿ ಕಲಬುರ್ಗಿ, ಶಿವಕುಮಾರ್ ನಾಟಿಕರ್ ಅಫ್ಜಲ್ಪುರ್, ಮಹೇಶ್ವರಿ ವಾಲಿ ಆಳಂದ್, ಜೆಡಿಎಸ್ ತಾಲೂಕು ಅಧ್ಯಕ್ಷ ವೆಂಕಟರೆಡ್ಡಿ ಪಾಟೀಲ್ ಗಡ್ಡೇಸ್, ಜಗನ್ನಾಥ್ ರೆಡ್ಡಿ ಗೋಟೂರ್, ಶಿವಪುತ್ರಪ್ಪ ಮೋಘಾ, ಶಂಭುಲಿಂಗ ನಾಟೀಕರ್, ಗೋವರ್ಧನ್ ರೆಡ್ಡಿ ಮೋತಕಪಲ್ಲಿ, ಚಾಂದ್ ಪಾಷಾ, ಗೀತಾ, ಸೇರಿದಂತೆ ಅನೇಕ ರಾಜ್ಯ ನಾಯಕರು ಹಾಗೂ ತಾಲೂಕಿನ ಜೆಡಿಎಸ್ ಕಾರ್ಯಕರ್ತರು ಇದ್ದರು. ಬಾಕ್ಸ್: ರಾಷ್ಟ್ರೀಯ ಪಕ್ಷಗಳಿಗೆ ಸವಾಲ್ ನೀಡುವಂತ ನಮ್ಮ ಜೆಡಿಎಸ್ ಪಕ್ಷಕ್ಕೆ ಇದೆ ,ನಮ್ಮ ಪಕ್ಷದಲ್ಲಿಯೂ ಪ್ರಧಾನಿಗಳು, ಮುಖ್ಯಮಂತ್ರಿಗಳು ಆಗಿರುವಂತಹ ದೊಡ್ಡ ಪಕ್ಷವೇ ಆಗಿದೆ. ಜೆಡಿಎಸ್ ಪಕ್ಷವು ರಾಜ್ಯದಲ್ಲಿ ಕರ್ನಾಟಕದಲ್ಲಿ ಗಟ್ಟಿ (1166, 325, 1313, 752)
photo-sign-text: ದಕ್ಷಿಣ ಕನ್ನಡ (1180, 1068, 1272, 1095)
story5-byline: ದೂರ ದೃಷ್ಟಿ ವಾರ್ತಾ (213, 1813, 299, 1829)
paper-name: ದೂರ ದೃಷ್ಟಿ ಕನ್ನಡ ದಿನ ಪತ್ರಿಕೆ (285, 191, 449, 211)
story2-byline: ದೂರ ದೃಷ್ಟಿ ವಾರ್ತಾ (854, 323, 940, 339)
story3-col3: ದಾಖಲಿಸಿಕೊಳ್ಳಬಹುದಾಗಿದೆ. ಗಂಭೀರ ಸ್ವರೂಪದ ಅಪಘಾತವೆಸಗಿದರೆ ಭಾರತೀಯ ನ್ಯಾಯ ಸಂಹಿತೆಯ (ಬಿಎನ್‌ಎಸ್) ನಿಬಂಧನೆಗಳಡಿ ಪ್ರಕರಣ ದಾಖಲಿಸಲಾಗುತ್ತದೆ. ಪೋಷಕರಿಗೆ ಗರಿಷ್ಠ 25 ಸಾವಿರ ದಂಡ ಅಥವಾ 3 ವರ್ಷಗಳ ಜೈಲು ಶಿಕ್ಷೆ ವಿಧಿಸಿ ವಾಹನದ ಪರವಾನಗಿ ರದ್ದುಗೊಳಿಸಬಹುದಾಗಿದೆ. ಕಳೆದ ಜನವರಿ 13ರಂದು ಬೆಂಗಳೂರು ಗ್ರಾಮಾಂತರ ಜಿಲ್ಲೆಯ ಹೊಸಕೋಟೆ ಬಳಿ ಸರ್ಕಾರಿ ಬಸ್‌ಗೆ ಅಪ್ರಾಪ್ತ ಸಂಚರಿಸುತ್ತಿದ್ದ ಬೈಕ್ ಡಿಕ್ಕಿ ಹೊಡೆದು ಸಾವನ್ನಪ್ಪಿದ್ದರು. ಹೀಗೆ ಅಜಾಗರೂಕತೆ ಹಾಗೂ ವಾಹನ ಚಾಲನೆ ಭಿಕರ ಅಪಘಾತಕ್ಕೆ ಕಾರಣವಾಗುತ್ತದೆ. ಇದು ಕೇವಲ ಉದಾಹರಣೆ, ಇಂತಹ ದುರ್ಘಟನೆಗಳು ನಗರದಲ್ಲಿ (520, 1206, 674, 1508)
story3-col1: ಬೆಂಗಳೂರು: ಕಠಿಣ ಸಂಚಾರ ನಿಯಮಗಳು ಮತ್ತು ಹೆಚ್ಚಿನ ದಂಡ ವಸೂಲಿ ನಡುವೆಯೂ ರಾಜಧಾನಿ ಬೆಂಗಳೂರಿನಲ್ಲಿ ಅಪ್ರಾಪ್ತರು ವಾಹನ ಚಾಲನೆ ಮಾಡುವ ಪ್ರಕರಣಗಳ ಸಂಖ್ಯೆ ವರ್ಷದಿಂದ ವರ್ಷಕ್ಕೆ ಹೆಚ್ಚಾಗುತ್ತಿದೆ. ಅಪ್ರಾಪ್ತರ ವಾಹನ ಚಾಲನೆಯಿಂದ ಹಲವಾರು ಸಂದರ್ಭಗಳಲ್ಲಿ ಅಪಘಾತ ನಡೆದು ಸಾವು-ನೋವು ಸಂಭವಿಸಿದರೂ ಎಳೆ ವಯಸ್ಸಿನವರು ದ್ವಿಚಕ್ರ ವಾಹನ ಮತ್ತು ಕಾರುಗಳ ಚಾಲನೆ ಮಾಡುವುದು ಇನ್ನೂ ನಿಂತಿಲ್ಲ. ನಗರದಲ್ಲಿ ಅಪ್ರಾಪ್ತರ ವಾಹನ ಚಾಲನೆಗೆ ಕಡಿವಾಣ ಬೀಳದಂತಾಗಿದೆ. ಪೋಷಕರು ಹಾಗೂ ಮಾಲೀಕರ ಬೇಜವಾಬ್ದಾರಿ ಧೋರಣೆಯಿಂದಾಗಿ ಬಾಲಕರು ಹಾಡಹಗಲೇ ರಾಜಾರೋಷವಾಗಿ ವಾಹನ ಚಾಲನೆಯಲ್ಲಿ ತೊಡಗಿಸಿಕೊಂಡಿದ್ದಾರೆ. ಮುಂದಾಗುವ ಅನಾಹುತ ಲೆಕ್ಕಿಸದೆ ಪೋಷಕರ ನಿರ್ಲಕ್ಷ್ಯ ಧೋರಣೆ ತಳೆದ ಪರಿಣಾಮ ಪರವಾನಗಿ ಪಡೆಯದ ನಗರದ ಗಲ್ಲಿ-ಗಲ್ಲಿಗಳಲ್ಲಿಯೂ ಬಾಲಕರು ಡ್ರೈವ್ ಮಾಡುವುದನ್ನು ನೋಡುವಂತಾಗಿದೆ. (213, 1033, 357, 1514)
story3-col4: ನಡೆಯುತ್ತಿರುವುದು ಸರ್ವೇ ಸಾಮಾನ್ಯವಾಗಿದೆ. ಅಪ್ರಾಪ್ತರಿಗೆ ವಾಹನ ಚಾಲನೆ ನೀಡದಿರುವ ಬಗ್ಗೆ ಸಾಮಾಜಿಕ ಜಾಲತಾಣಗಳ ಮೂಲಕ ನಿರಂತರ ಜಾಗೃತಿ ಮೂಡಿಸುತ್ತಿದ್ದರೂ ಪೋಷಕರ ನಿರ್ಲಕ್ಷ್ಯ ಪರಿಣಾಮ ಸಾವು-ನೋವುಗಳಿಗೆ ಕಾರಣವಾಗುತ್ತಿದ್ದಾರೆ. ಮೂರು ವರ್ಷದಲ್ಲಿ 1350 ಪ್ರಕರಣ ದಾಖಲು: ಪರವಾನಗಿ ಇಲ್ಲದೆ ವಾಹನ ಚಾಲನೆ, ವ್ಹೀಲಿಂಗ್, ಅಜಾಗರೂಕತೆಯಿಂದ ದ್ವಿಚಕ್ರ ವಾಹನ ಸೇರಿದಂತೆ ಐಎಂವಿ ಕಾಯ್ದೆಯಡಿ 2023ರಿಂದ 2025ರವರೆಗೆ ಅಪ್ರಾಪ್ತರ ವಿರುದ್ಧ 816 ಪ್ರಕರಣಗಳನ್ನು ದಾಖಲಿಸಲಾಗಿದೆ. ಅದೇ ರೀತಿ ಪೋಷಕರು ಅಥವಾ ಮಾಲೀಕರ ವಿರುದ್ಧ 544 ಪ್ರಕರಣ ದಾಖಲಿಸಿಕೊಂಡು ನ್ಯಾಯಾಲಯಕ್ಕೆ ಆರೋಪ ಪಟ್ಟಿ ಸಲ್ಲಿಸಿದ್ದು, ದಂಡ ವಿಧಿಸಲಾಗಿದೆ ಎಂದು ಸಂಚಾರ ಪೊಲೀಸ್ ಇಲಾಖೆ ತಿಳಿಸಿದೆ. ಅಪ್ರಾಪ್ತ ಮಕ್ಕಳಿಗೆ ದ್ವಿಚಕ್ರ ವಾಹನ ಚಾಲನೆಯಿಂದಾಗಿ ಸಂಚಾರ ಉಲ್ಲಂಘನೆ ಪ್ರಕರಣಗಳು ಹೆಚ್ಚಾಗುತ್ತಿರುವುದು ಕಂಡುಬರುತ್ತಿದೆ. ಮಕ್ಕಳಿಗೆ ವಾಹನ ನೀಡುವುದರಿಂದ ಜೇಲೆಯವರ ಸಾವು- (686, 1013, 839, 1458)
